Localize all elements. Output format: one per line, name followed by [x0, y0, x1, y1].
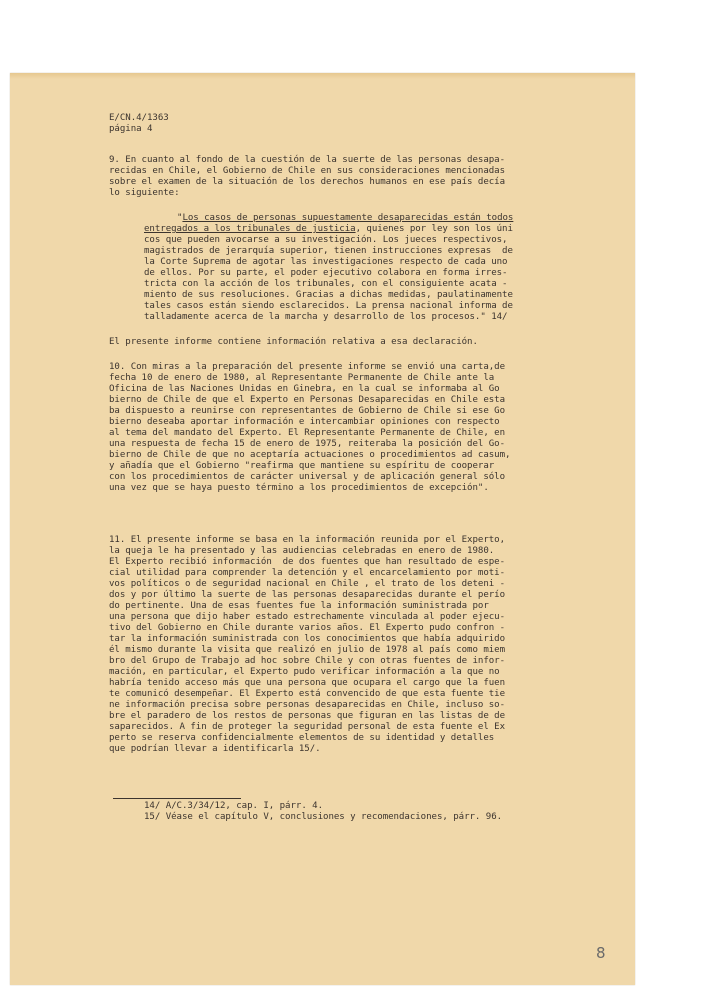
- text-line: al tema del mandato del Experto. El Representante Permanente de Chile, en: [109, 428, 506, 438]
- text-line: tales casos están siendo esclarecidos. La prensa nacional informa de: [144, 301, 513, 311]
- text-line: ba dispuesto a reunirse con representantes de Gobierno de Chile si ese Go: [109, 406, 506, 416]
- text-line: magistrados de jerarquía superior, tienen instrucciones expresas de: [144, 246, 513, 256]
- handwritten-page-mark: 8: [596, 944, 606, 962]
- document-page: [10, 73, 635, 985]
- text-line: miento de sus resoluciones. Gracias a dichas medidas, paulatinamente: [144, 290, 513, 300]
- text-line: con los procedimientos de carácter universal y de aplicación general sólo: [109, 472, 506, 482]
- text-line: cos que pueden avocarse a su investigación. Los jueces respectivos,: [144, 235, 508, 245]
- text-line: recidas en Chile, el Gobierno de Chile en sus consideraciones mencionadas: [109, 166, 506, 176]
- text-line: cial utilidad para comprender la detención y el encarcelamiento por moti-: [109, 568, 506, 578]
- statement-line: El presente informe contiene información relativa a esa declaración.: [109, 337, 478, 347]
- text-line: la Corte Suprema de agotar las investigaciones respecto de cada uno: [144, 257, 508, 267]
- text-line: do pertinente. Una de esas fuentes fue la información suministrada por: [109, 601, 489, 611]
- text-line: tricta con la acción de los tribunales, con el consiguiente acata -: [144, 279, 508, 289]
- text-line: 11. El presente informe se basa en la información reunida por el Experto,: [109, 535, 506, 545]
- text-line: tivo del Gobierno en Chile durante varios años. El Experto pudo confron -: [109, 623, 506, 633]
- underlined-text: entregados a los tribunales de justicia: [144, 224, 356, 234]
- text-line: mación, en particular, el Experto pudo verificar información a la que no: [109, 667, 500, 677]
- text-line: y añadía que el Gobierno "reafirma que mantiene su espíritu de cooperar: [109, 461, 495, 471]
- text-line: 10. Con miras a la preparación del presente informe se envió una carta,de: [109, 362, 506, 372]
- text-line: una vez que se haya puesto término a los procedimientos de excepción".: [109, 483, 489, 493]
- text-line: bre el paradero de los restos de personas que figuran en las listas de de: [109, 711, 506, 721]
- text-line: habría tenido acceso más que una persona que ocupara el cargo que la fuen: [109, 678, 506, 688]
- text-line: dos y por último la suerte de las personas desaparecidas durante el perío: [109, 590, 506, 600]
- footnote-rule: [113, 798, 241, 799]
- text-line: perto se reserva confidencialmente elementos de su identidad y detalles: [109, 733, 495, 743]
- text-line: bierno deseaba aportar información e intercambiar opiniones con respecto: [109, 417, 500, 427]
- text-line: "Los casos de personas supuestamente desaparecidas están todos: [177, 213, 514, 223]
- text-line: una respuesta de fecha 15 de enero de 1975, reiteraba la posición del Go-: [109, 439, 506, 449]
- text-line: El Experto recibió información de dos fuentes que han resultado de espe-: [109, 557, 506, 567]
- text-line: saparecidos. A fin de proteger la seguridad personal de esta fuente el Ex: [109, 722, 506, 732]
- text-line: ne información precisa sobre personas desaparecidas en Chile, incluso so-: [109, 700, 506, 710]
- text-line: que podrían llevar a identificarla 15/.: [109, 744, 321, 754]
- text-line: Oficina de las Naciones Unidas en Ginebra, en la cual se informaba al Go: [109, 384, 500, 394]
- footnote-15: 15/ Véase el capítulo V, conclusiones y recomendaciones, párr. 96.: [144, 812, 503, 822]
- text-line: él mismo durante la visita que realizó en julio de 1978 al país como miem: [109, 645, 506, 655]
- text-line: lo siguiente:: [109, 188, 180, 198]
- text-line: una persona que dijo haber estado estrechamente vinculada al poder ejecu-: [109, 612, 506, 622]
- document-symbol: E/CN.4/1363: [109, 113, 169, 123]
- text-line: fecha 10 de enero de 1980, al Representante Permanente de Chile ante la: [109, 373, 495, 383]
- text-line: bierno de Chile de que no aceptaría actuaciones o procedimientos ad casum,: [109, 450, 511, 460]
- text-line: te comunicó desempeñar. El Experto está convencido de que esta fuente tie: [109, 689, 506, 699]
- page-label: página 4: [109, 124, 153, 134]
- text-line: sobre el examen de la situación de los derechos humanos en ese país decía: [109, 177, 506, 187]
- text-line: entregados a los tribunales de justicia, quienes por ley son los úni: [144, 224, 513, 234]
- text-line: talladamente acerca de la marcha y desarrollo de los procesos." 14/: [144, 312, 508, 322]
- text-line: bro del Grupo de Trabajo ad hoc sobre Chile y con otras fuentes de infor-: [109, 656, 506, 666]
- text-line: bierno de Chile de que el Experto en Personas Desaparecidas en Chile esta: [109, 395, 506, 405]
- text-line: 9. En cuanto al fondo de la cuestión de la suerte de las personas desapa-: [109, 155, 506, 165]
- text-line: la queja le ha presentado y las audiencias celebradas en enero de 1980.: [109, 546, 495, 556]
- underlined-text: Los casos de personas supuestamente desaparecidas están todos: [182, 213, 514, 223]
- footnote-14: 14/ A/C.3/34/12, cap. I, párr. 4.: [144, 801, 324, 811]
- text-line: de ellos. Por su parte, el poder ejecutivo colabora en forma irres-: [144, 268, 508, 278]
- text-line: tar la información suministrada con los conocimientos que había adquirido: [109, 634, 506, 644]
- text-line: vos políticos o de seguridad nacional en Chile , el trato de los deteni -: [109, 579, 506, 589]
